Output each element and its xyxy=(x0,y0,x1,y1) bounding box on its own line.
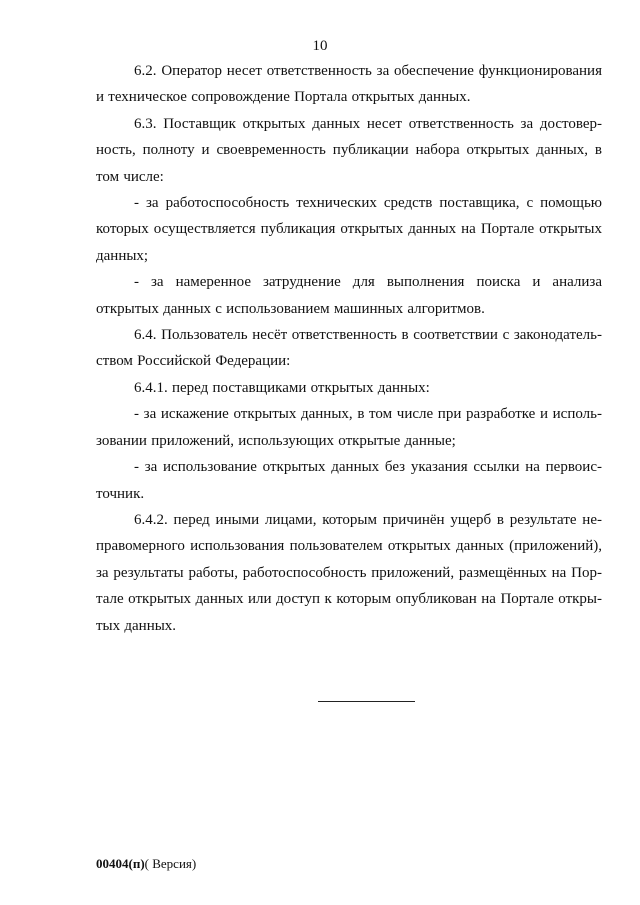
paragraph-6-2: 6.2. Оператор несет ответственность за обеспечение функционирования и техническое сопровождение Портала открытых данных. xyxy=(96,63,602,106)
list-item-intentional-obstruction: - за намеренное затруднение для выполнения поиска и анализа открытых данных с использованием машинных алгоритмов. xyxy=(96,274,602,317)
footer-document-code xyxy=(96,855,196,873)
page-number: 10 xyxy=(312,38,328,54)
end-separator-line xyxy=(318,701,415,702)
list-item-no-source-link: - за использование открытых данных без указания ссылки на первоисточник. xyxy=(96,459,602,502)
paragraph-6-3: 6.3. Поставщик открытых данных несет ответственность за достоверность, полноту и своевременность публикации набора открытых данных, в том числе: xyxy=(96,115,602,185)
document-body xyxy=(96,58,602,639)
list-item-data-distortion: - за искажение открытых данных, в том числе при разработке и использовании приложений, использующих открытые данные; xyxy=(96,406,602,449)
footer-code-number: 00404(п) xyxy=(96,856,145,871)
footer-version-label: ( Версия) xyxy=(144,856,197,871)
list-item-technical-means: - за работоспособность технических средств поставщика, с помощью которых осуществляется публикация открытых данных на Портале открытых данных; xyxy=(96,195,602,264)
paragraph-6-4: 6.4. Пользователь несёт ответственность в соответствии с законодательством Российской Федерации: xyxy=(96,327,602,370)
paragraph-6-4-2: 6.4.2. перед иными лицами, которым причинён ущерб в результате неправомерного использования пользователем открытых данных (приложений), за результаты работы, работоспособность приложений, размещённых на Портале открытых данных или доступ к которым опубликован на Портале открытых данных. xyxy=(96,511,602,634)
paragraph-6-4-1: 6.4.1. перед поставщиками открытых данных: xyxy=(134,379,430,396)
